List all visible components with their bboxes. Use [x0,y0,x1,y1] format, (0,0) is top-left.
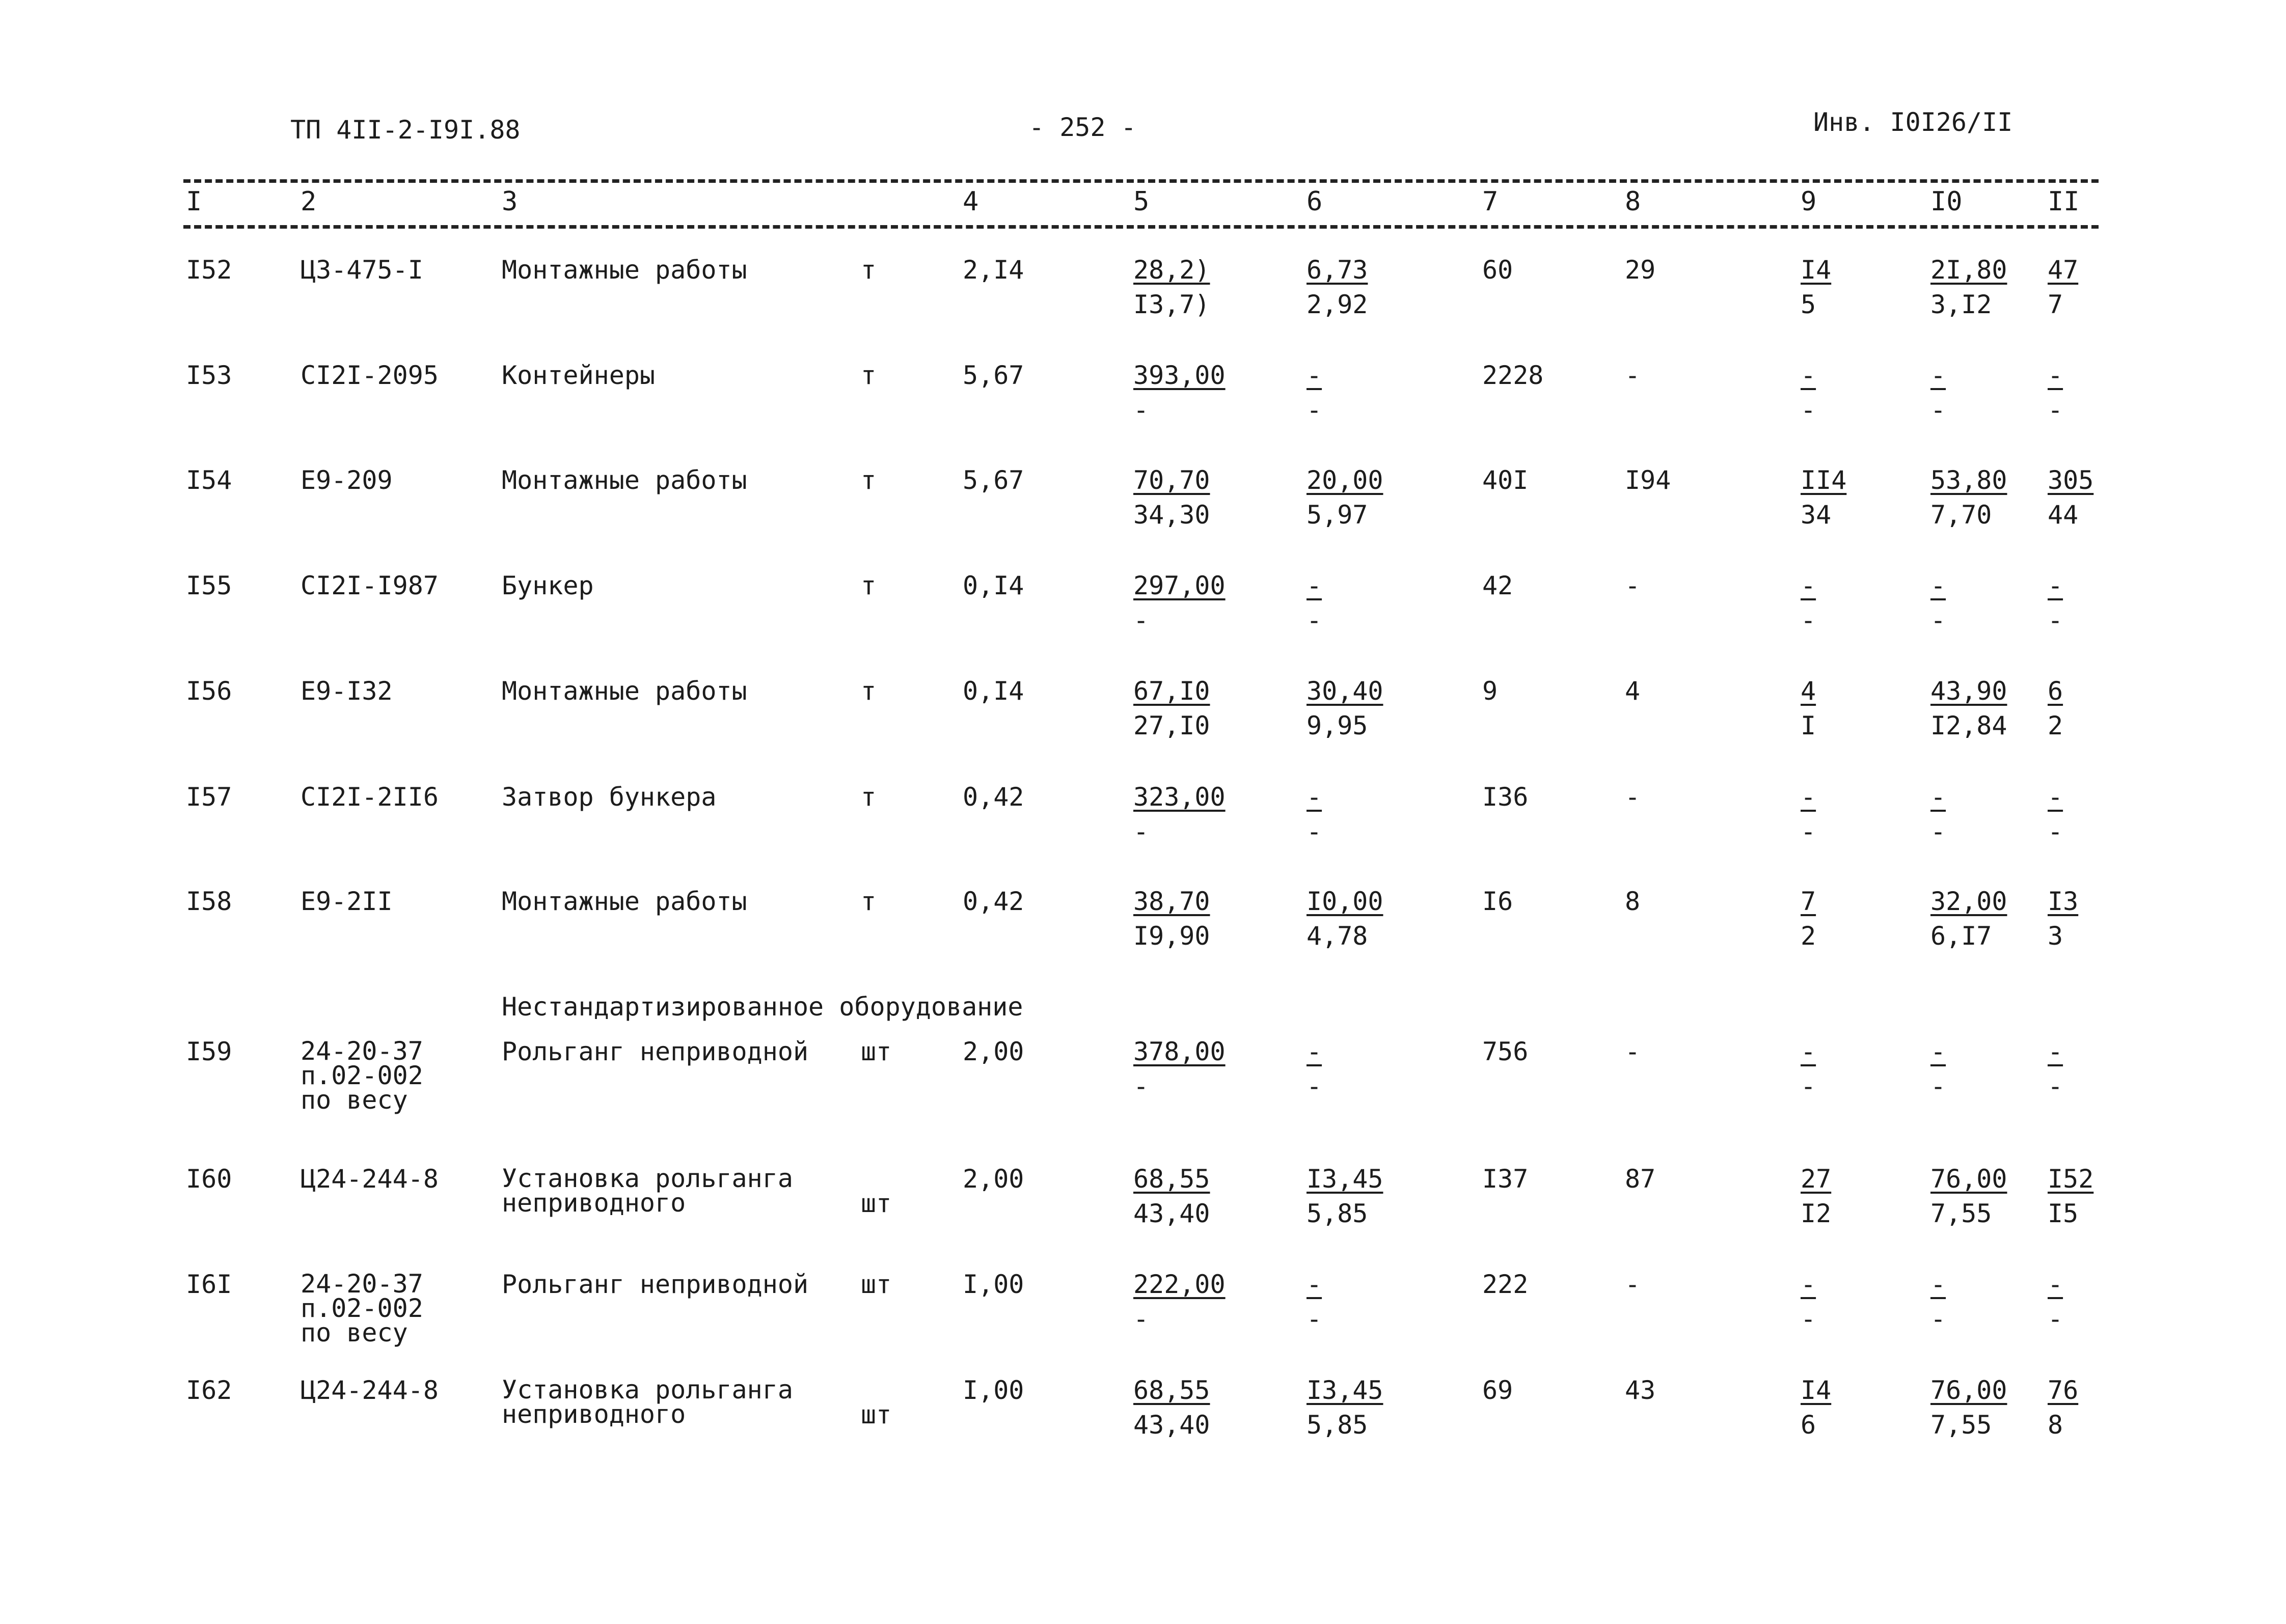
col10-bottom-value: - [1930,1304,1946,1334]
col6-bottom-value: - [1307,1071,1322,1101]
col5-top-value: 67,I0 [1133,676,1210,706]
col5-bottom-value: 27,I0 [1133,711,1210,740]
col5-bottom-value: 43,40 [1133,1410,1210,1440]
col6-bottom-value: 5,85 [1307,1199,1368,1228]
col9-bottom-value: - [1801,1304,1816,1334]
row-number: I59 [186,1037,232,1066]
document-code: ТП 4II-2-I9I.88 [290,115,521,145]
col5-bottom-value: 34,30 [1133,500,1210,530]
col5-bottom-value: I9,90 [1133,921,1210,951]
row-number: I55 [186,571,232,600]
table-row [0,573,2286,675]
row-quantity: 0,I4 [963,676,1024,706]
col5-top-value: 68,55 [1133,1375,1210,1405]
col5-bottom-value: - [1133,605,1149,635]
col6-top-value: - [1307,1270,1322,1299]
col9-bottom-value: 5 [1801,290,1816,319]
col11-top-value: 6 [2048,676,2063,706]
row-unit: т [861,887,877,916]
col8-value: 29 [1625,255,1656,285]
col11-bottom-value: I5 [2048,1199,2079,1228]
col10-top-value: 53,80 [1930,465,2007,495]
row-code: 24-20-37 п.02-002 по весу [301,1036,423,1115]
col6-bottom-value: 5,97 [1307,500,1368,530]
header-divider-bottom [183,225,2099,229]
col9-bottom-value: I2 [1801,1199,1832,1228]
col5-top-value: 378,00 [1133,1037,1226,1066]
col9-bottom-value: - [1801,605,1816,635]
col6-top-value: - [1307,361,1322,390]
col7-value: 40I [1482,465,1529,495]
col6-top-value: I3,45 [1307,1375,1383,1405]
row-quantity: I,00 [963,1270,1024,1299]
col8-value: - [1625,571,1641,600]
col7-value: 60 [1482,255,1513,285]
col10-bottom-value: I2,84 [1930,711,2007,740]
col9-bottom-value: 2 [1801,921,1816,951]
col10-bottom-value: 7,55 [1930,1410,1992,1440]
col9-top-value: 27 [1801,1164,1832,1194]
col5-bottom-value: - [1133,1304,1149,1334]
col5-top-value: 28,2) [1133,255,1210,285]
col5-bottom-value: - [1133,817,1149,846]
col5-bottom-value: - [1133,395,1149,425]
row-number: I6I [186,1270,232,1299]
col5-top-value: 68,55 [1133,1164,1210,1194]
row-code: Ц24-244-8 [301,1375,439,1405]
row-quantity: 2,I4 [963,255,1024,285]
column-number-1: I [186,186,202,217]
col8-value: 8 [1625,887,1641,916]
row-name: Рольганг неприводной [502,1270,809,1299]
row-name: Рольганг неприводной [502,1037,809,1066]
row-unit: шт [861,1037,892,1066]
row-code: Ц24-244-8 [301,1164,439,1194]
row-name: Бункер [502,571,594,600]
row-quantity: I,00 [963,1375,1024,1405]
col5-top-value: 70,70 [1133,465,1210,495]
col7-value: 222 [1482,1270,1529,1299]
col7-value: 42 [1482,571,1513,600]
page-number: - 252 - [1029,113,1136,142]
col10-top-value: 76,00 [1930,1375,2007,1405]
col9-top-value: - [1801,1270,1816,1299]
col10-bottom-value: 7,55 [1930,1199,1992,1228]
col11-bottom-value: 44 [2048,500,2079,530]
row-quantity: 0,42 [963,887,1024,916]
col10-top-value: 43,90 [1930,676,2007,706]
row-unit: т [861,571,877,600]
row-name: Установка рольганга неприводного [502,1164,793,1218]
col6-bottom-value: 2,92 [1307,290,1368,319]
col6-top-value: I3,45 [1307,1164,1383,1194]
col10-top-value: - [1930,571,1946,600]
col10-top-value: 32,00 [1930,887,2007,916]
row-number: I62 [186,1375,232,1405]
table-row [0,678,2286,780]
column-number-10: I0 [1930,186,1963,217]
column-number-9: 9 [1801,186,1817,217]
col11-top-value: - [2048,782,2063,812]
row-number: I57 [186,782,232,812]
column-number-3: 3 [502,186,518,217]
col11-bottom-value: - [2048,1071,2063,1101]
row-code: 24-20-37 п.02-002 по весу [301,1269,423,1347]
row-unit: т [861,676,877,706]
col10-bottom-value: - [1930,395,1946,425]
table-row [0,257,2286,359]
row-number: I54 [186,465,232,495]
row-quantity: 0,42 [963,782,1024,812]
col9-top-value: - [1801,1037,1816,1066]
col11-top-value: - [2048,1270,2063,1299]
column-number-8: 8 [1625,186,1641,217]
col8-value: - [1625,782,1641,812]
col5-bottom-value: I3,7) [1133,290,1210,319]
col10-bottom-value: 7,70 [1930,500,1992,530]
col10-top-value: - [1930,1037,1946,1066]
table-row [0,1269,2286,1373]
inventory-number: Инв. I0I26/II [1813,107,2013,137]
col6-top-value: I0,00 [1307,887,1383,916]
col6-bottom-value: - [1307,817,1322,846]
col11-top-value: - [2048,361,2063,390]
col6-bottom-value: 9,95 [1307,711,1368,740]
col9-bottom-value: - [1801,395,1816,425]
row-name: Затвор бункера [502,782,717,812]
table-row [0,784,2286,886]
col11-bottom-value: 8 [2048,1410,2063,1440]
row-name: Монтажные работы [502,465,747,495]
col8-value: 87 [1625,1164,1656,1194]
row-code: Е9-2II [301,887,393,916]
col10-bottom-value: - [1930,817,1946,846]
row-quantity: 2,00 [963,1037,1024,1066]
col6-top-value: - [1307,1037,1322,1066]
row-name: Контейнеры [502,361,656,390]
col10-bottom-value: - [1930,605,1946,635]
column-number-4: 4 [963,186,979,217]
row-number: I60 [186,1164,232,1194]
col11-bottom-value: - [2048,395,2063,425]
col9-top-value: I4 [1801,1375,1832,1405]
col11-bottom-value: 3 [2048,921,2063,951]
table-row [0,889,2286,990]
row-unit: т [861,361,877,390]
col6-top-value: - [1307,571,1322,600]
col9-top-value: - [1801,571,1816,600]
col10-top-value: 2I,80 [1930,255,2007,285]
col6-top-value: 6,73 [1307,255,1368,285]
row-name: Установка рольганга неприводного [502,1375,793,1429]
row-unit: шт [861,1270,892,1299]
row-code: СI2I-2II6 [301,782,439,812]
table-row [0,1375,2286,1479]
col11-bottom-value: - [2048,1304,2063,1334]
col5-top-value: 393,00 [1133,361,1226,390]
col6-bottom-value: - [1307,605,1322,635]
col10-bottom-value: - [1930,1071,1946,1101]
row-unit: шт [861,1400,892,1429]
col5-top-value: 222,00 [1133,1270,1226,1299]
col5-bottom-value: - [1133,1071,1149,1101]
col5-bottom-value: 43,40 [1133,1199,1210,1228]
col11-bottom-value: - [2048,817,2063,846]
col9-bottom-value: - [1801,817,1816,846]
row-name: Монтажные работы [502,887,747,916]
col6-bottom-value: 4,78 [1307,921,1368,951]
col7-value: I37 [1482,1164,1529,1194]
header-divider-top [183,179,2099,183]
row-code: СI2I-I987 [301,571,439,600]
row-name: Монтажные работы [502,255,747,285]
column-number-5: 5 [1133,186,1150,217]
table-row [0,363,2286,464]
col9-bottom-value: - [1801,1071,1816,1101]
table-row [0,1036,2286,1141]
col9-top-value: - [1801,782,1816,812]
col8-value: 4 [1625,676,1641,706]
row-unit: шт [861,1189,892,1218]
col10-top-value: - [1930,361,1946,390]
col9-top-value: 7 [1801,887,1816,916]
col8-value: - [1625,1037,1641,1066]
col10-bottom-value: 3,I2 [1930,290,1992,319]
row-code: Е9-I32 [301,676,393,706]
col6-bottom-value: - [1307,1304,1322,1334]
row-unit: т [861,255,877,285]
column-number-11: II [2048,186,2080,217]
row-number: I53 [186,361,232,390]
row-quantity: 5,67 [963,361,1024,390]
row-quantity: 5,67 [963,465,1024,495]
col7-value: I6 [1482,887,1513,916]
col8-value: - [1625,1270,1641,1299]
row-quantity: 2,00 [963,1164,1024,1194]
row-name: Монтажные работы [502,676,747,706]
col11-top-value: 76 [2048,1375,2079,1405]
col10-top-value: 76,00 [1930,1164,2007,1194]
col11-top-value: 47 [2048,255,2079,285]
row-unit: т [861,465,877,495]
col10-top-value: - [1930,782,1946,812]
col5-top-value: 323,00 [1133,782,1226,812]
col9-bottom-value: 34 [1801,500,1832,530]
col11-bottom-value: - [2048,605,2063,635]
table-row [0,467,2286,569]
col9-top-value: I4 [1801,255,1832,285]
col5-top-value: 297,00 [1133,571,1226,600]
col10-top-value: - [1930,1270,1946,1299]
col7-value: 756 [1482,1037,1529,1066]
row-code: Е9-209 [301,465,393,495]
row-code: СI2I-2095 [301,361,439,390]
col7-value: 2228 [1482,361,1544,390]
col11-bottom-value: 7 [2048,290,2063,319]
row-number: I56 [186,676,232,706]
col8-value: I94 [1625,465,1671,495]
col9-top-value: 4 [1801,676,1816,706]
col11-top-value: - [2048,1037,2063,1066]
section-title: Нестандартизированное оборудование [502,992,1023,1022]
row-number: I58 [186,887,232,916]
column-number-7: 7 [1482,186,1499,217]
column-number-6: 6 [1307,186,1323,217]
col7-value: I36 [1482,782,1529,812]
col9-bottom-value: I [1801,711,1816,740]
col10-bottom-value: 6,I7 [1930,921,1992,951]
col11-bottom-value: 2 [2048,711,2063,740]
table-row [0,1166,2286,1268]
col9-top-value: II4 [1801,465,1847,495]
col6-top-value: 30,40 [1307,676,1383,706]
col8-value: - [1625,361,1641,390]
col6-top-value: - [1307,782,1322,812]
row-code: Ц3-475-I [301,255,423,285]
col11-top-value: I3 [2048,887,2079,916]
row-number: I52 [186,255,232,285]
col7-value: 9 [1482,676,1498,706]
row-unit: т [861,782,877,812]
col6-bottom-value: - [1307,395,1322,425]
col11-top-value: - [2048,571,2063,600]
column-number-2: 2 [301,186,317,217]
row-quantity: 0,I4 [963,571,1024,600]
col9-top-value: - [1801,361,1816,390]
col11-top-value: I52 [2048,1164,2094,1194]
col11-top-value: 305 [2048,465,2094,495]
col6-bottom-value: 5,85 [1307,1410,1368,1440]
col9-bottom-value: 6 [1801,1410,1816,1440]
col7-value: 69 [1482,1375,1513,1405]
col8-value: 43 [1625,1375,1656,1405]
col5-top-value: 38,70 [1133,887,1210,916]
col6-top-value: 20,00 [1307,465,1383,495]
